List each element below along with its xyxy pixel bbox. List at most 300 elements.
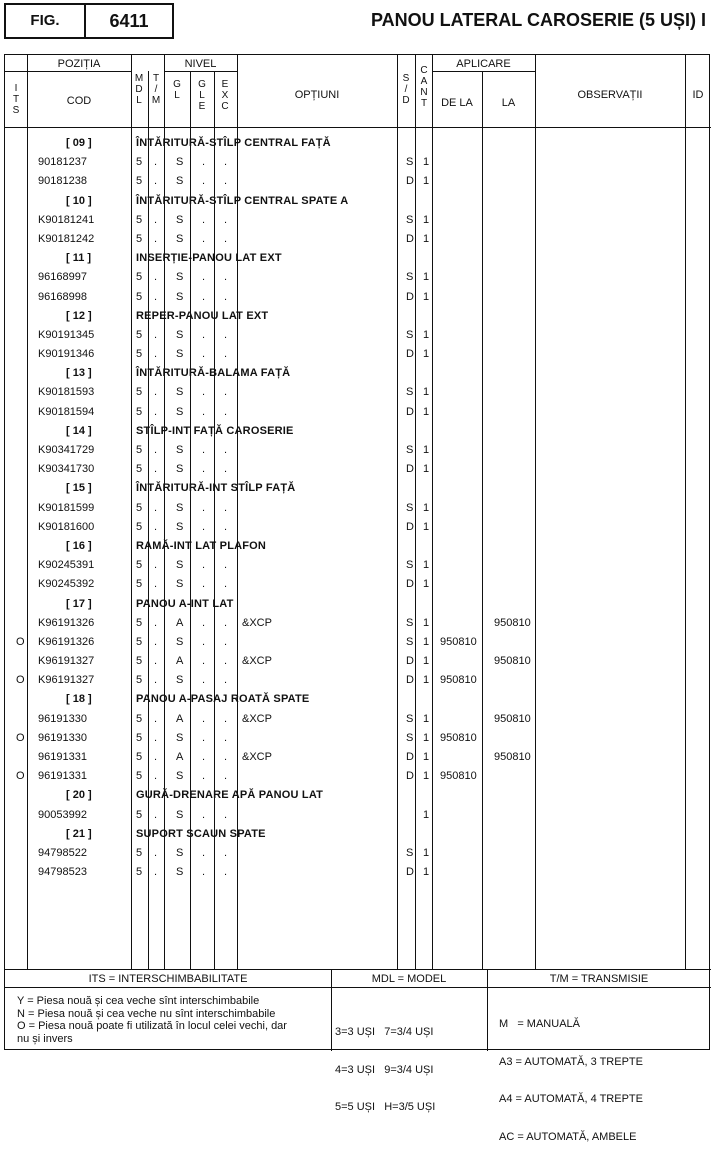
section-name: STÎLP-INT FAȚĂ CAROSERIE (136, 424, 294, 437)
header-its: I T S (12, 83, 20, 116)
cod-cell: K90181600 (38, 520, 95, 533)
gl-cell: S (176, 405, 184, 418)
sd-cell: S (406, 846, 414, 859)
position-number: [ 13 ] (66, 367, 92, 380)
gle-cell: . (202, 559, 206, 572)
tm-cell: . (154, 213, 158, 226)
header-dela: DE LA (441, 97, 473, 109)
cod-cell: K90341729 (38, 444, 95, 456)
section-name: SUPORT SCAUN SPATE (136, 827, 266, 840)
section-name: ÎNTĂRITURĂ-STÎLP CENTRAL SPATE A (136, 194, 349, 207)
section-header-row (4, 307, 710, 326)
exc-cell: . (224, 290, 228, 303)
exc-cell: . (224, 444, 228, 456)
dela-cell: 950810 (440, 731, 477, 744)
mdl-cell: 5 (136, 175, 143, 188)
gl-cell: S (176, 501, 184, 514)
legend-mdl (335, 1001, 485, 1139)
header-tm: T / M (151, 73, 161, 106)
tm-cell: . (154, 635, 158, 648)
sd-cell: D (406, 405, 414, 418)
section-header-row (4, 422, 710, 441)
exc-cell: . (224, 559, 228, 572)
mdl-cell: 5 (136, 463, 143, 476)
mdl-cell: 5 (136, 213, 143, 226)
legend-its-title: ITS = INTERSCHIMBABILITATE (88, 973, 248, 985)
gle-cell: . (202, 386, 206, 399)
sd-cell: S (406, 328, 414, 341)
gl-cell: S (176, 328, 184, 341)
la-cell: 950810 (494, 751, 531, 763)
cant-cell: 1 (423, 770, 430, 783)
tm-cell: . (154, 616, 158, 629)
exc-cell: . (224, 751, 228, 763)
exc-cell: . (224, 156, 228, 169)
its-cell: O (16, 770, 25, 783)
tm-cell: . (154, 866, 158, 879)
cant-cell: 1 (423, 808, 430, 821)
exc-cell: . (224, 674, 228, 687)
gle-cell: . (202, 674, 206, 687)
table-row (4, 575, 710, 594)
section-name: ÎNTĂRITURĂ-INT STÎLP FAȚĂ (136, 482, 296, 495)
section-header-row (4, 595, 710, 614)
legend-its-line: nu și invers (17, 1032, 73, 1045)
its-cell: O (16, 674, 25, 687)
table-row (4, 441, 710, 460)
mdl-cell: 5 (136, 655, 143, 668)
sd-cell: S (406, 559, 414, 572)
la-cell: 950810 (494, 616, 531, 629)
la-cell: 950810 (494, 655, 531, 668)
cod-cell: K90245392 (38, 578, 95, 591)
header-mdl: M D L (134, 73, 144, 106)
cant-cell: 1 (423, 520, 430, 533)
cod-cell: 94798523 (38, 866, 87, 879)
cod-cell: K96191326 (38, 616, 95, 629)
optiuni-cell: &XCP (242, 712, 272, 725)
tm-cell: . (154, 386, 158, 399)
cant-cell: 1 (423, 501, 430, 514)
mdl-cell: 5 (136, 846, 143, 859)
gl-cell: S (176, 232, 184, 245)
optiuni-cell: &XCP (242, 655, 272, 668)
gle-cell: . (202, 271, 206, 284)
gle-cell: . (202, 770, 206, 783)
table-row (4, 710, 710, 729)
cod-cell: K90191345 (38, 328, 95, 341)
exc-cell: . (224, 635, 228, 648)
tm-cell: . (154, 175, 158, 188)
exc-cell: . (224, 712, 228, 725)
header-id: ID (692, 89, 704, 101)
la-cell: 950810 (494, 712, 531, 725)
cod-cell: K90245391 (38, 559, 95, 572)
mdl-cell: 5 (136, 808, 143, 821)
tm-cell: . (154, 405, 158, 418)
sd-cell: D (406, 655, 414, 668)
table-row (4, 844, 710, 863)
sd-cell: D (406, 520, 414, 533)
table-body (4, 134, 710, 882)
gle-cell: . (202, 444, 206, 456)
gl-cell: S (176, 213, 184, 226)
cant-cell: 1 (423, 328, 430, 341)
sd-cell: D (406, 290, 414, 303)
gl-cell: A (176, 655, 184, 668)
position-number: [ 18 ] (66, 693, 92, 706)
table-row (4, 518, 710, 537)
cod-cell: 96191331 (38, 751, 87, 763)
gl-cell: A (176, 751, 184, 763)
sd-cell: D (406, 232, 414, 245)
cod-cell: 96191330 (38, 712, 87, 725)
legend-mdl-line: 4=3 UȘI 9=3/4 UȘI (335, 1063, 434, 1076)
its-cell: O (16, 731, 25, 744)
cant-cell: 1 (423, 463, 430, 476)
exc-cell: . (224, 386, 228, 399)
gle-cell: . (202, 808, 206, 821)
cant-cell: 1 (423, 731, 430, 744)
gl-cell: S (176, 175, 184, 188)
sd-cell: S (406, 616, 414, 629)
cant-cell: 1 (423, 156, 430, 169)
gle-cell: . (202, 328, 206, 341)
gl-cell: S (176, 463, 184, 476)
gle-cell: . (202, 175, 206, 188)
section-header-row (4, 479, 710, 498)
header-nivel: NIVEL (184, 58, 217, 70)
exc-cell: . (224, 578, 228, 591)
mdl-cell: 5 (136, 731, 143, 744)
legend-mdl-line: 3=3 UȘI 7=3/4 UȘI (335, 1026, 434, 1038)
tm-cell: . (154, 846, 158, 859)
table-row (4, 383, 710, 402)
exc-cell: . (224, 866, 228, 879)
cant-cell: 1 (423, 386, 430, 399)
section-header-row (4, 786, 710, 805)
position-number: [ 09 ] (66, 137, 92, 149)
cod-cell: K90181241 (38, 213, 95, 226)
gle-cell: . (202, 712, 206, 725)
tm-cell: . (154, 578, 158, 591)
gl-cell: S (176, 635, 184, 648)
gl-cell: S (176, 674, 184, 687)
tm-cell: . (154, 290, 158, 303)
sd-cell: D (406, 348, 414, 361)
cod-cell: 96191331 (38, 770, 87, 783)
gle-cell: . (202, 635, 206, 648)
legend-tm-line: A4 = AUTOMATĂ, 4 TREPTE (499, 1093, 643, 1105)
cod-cell: K90181593 (38, 386, 95, 399)
sd-cell: S (406, 731, 414, 744)
page-title: PANOU LATERAL CAROSERIE (5 UȘI) I (370, 10, 706, 30)
tm-cell: . (154, 712, 158, 725)
exc-cell: . (224, 405, 228, 418)
cant-cell: 1 (423, 674, 430, 687)
mdl-cell: 5 (136, 520, 143, 533)
sd-cell: S (406, 635, 414, 648)
cant-cell: 1 (423, 751, 430, 763)
mdl-cell: 5 (136, 290, 143, 303)
dela-cell: 950810 (440, 770, 477, 783)
mdl-cell: 5 (136, 616, 143, 629)
exc-cell: . (224, 213, 228, 226)
cant-cell: 1 (423, 846, 430, 859)
position-number: [ 17 ] (66, 597, 92, 610)
cod-cell: K90181594 (38, 405, 95, 418)
mdl-cell: 5 (136, 635, 143, 648)
gl-cell: S (176, 156, 184, 169)
gl-cell: S (176, 520, 184, 533)
table-row (4, 767, 710, 786)
tm-cell: . (154, 559, 158, 572)
sd-cell: D (406, 578, 414, 591)
header-cod: COD (66, 95, 92, 107)
section-name: ÎNTĂRITURĂ-BALAMA FAȚĂ (136, 367, 291, 380)
header-gl: G L (173, 79, 181, 101)
table-row (4, 748, 710, 767)
gl-cell: S (176, 444, 184, 456)
table-row (4, 268, 710, 287)
cant-cell: 1 (423, 635, 430, 648)
legend-its (17, 995, 327, 1045)
gl-cell: S (176, 559, 184, 572)
section-header-row (4, 134, 710, 153)
table-row (4, 556, 710, 575)
gl-cell: S (176, 386, 184, 399)
gle-cell: . (202, 405, 206, 418)
mdl-cell: 5 (136, 386, 143, 399)
cod-cell: 96191330 (38, 731, 87, 744)
legend-its-line: O = Piesa nouă poate fi utilizată în locul celei vechi, dar (17, 1020, 287, 1032)
section-name: PANOU A-INT LAT (136, 597, 234, 610)
cant-cell: 1 (423, 348, 430, 361)
cod-cell: 90181238 (38, 175, 87, 188)
header-aplicare: APLICARE (456, 58, 511, 70)
tm-cell: . (154, 232, 158, 245)
table-row (4, 211, 710, 230)
tm-cell: . (154, 751, 158, 763)
gl-cell: S (176, 866, 184, 879)
exc-cell: . (224, 501, 228, 514)
gle-cell: . (202, 520, 206, 533)
cod-cell: 94798522 (38, 846, 87, 859)
section-header-row (4, 364, 710, 383)
cod-cell: K90191346 (38, 348, 95, 361)
header-exc: E X C (221, 79, 229, 112)
section-header-row (4, 192, 710, 211)
cant-cell: 1 (423, 213, 430, 226)
gle-cell: . (202, 213, 206, 226)
tm-cell: . (154, 520, 158, 533)
gl-cell: A (176, 712, 184, 725)
section-header-row (4, 825, 710, 844)
exc-cell: . (224, 731, 228, 744)
cod-cell: K90181242 (38, 232, 95, 245)
position-number: [ 20 ] (66, 789, 92, 802)
sd-cell: D (406, 866, 414, 879)
sd-cell: D (406, 463, 414, 476)
mdl-cell: 5 (136, 232, 143, 245)
sd-cell: S (406, 386, 414, 399)
legend-tm-line: A3 = AUTOMATĂ, 3 TREPTE (499, 1055, 643, 1068)
mdl-cell: 5 (136, 674, 143, 687)
exc-cell: . (224, 348, 228, 361)
figure-label: FIG. (6, 5, 86, 37)
cant-cell: 1 (423, 712, 430, 725)
gl-cell: S (176, 578, 184, 591)
legend-its-line: N = Piesa nouă și cea veche nu sînt interschimbabile (17, 1007, 276, 1020)
section-name: REPER-PANOU LAT EXT (136, 309, 269, 322)
tm-cell: . (154, 674, 158, 687)
cant-cell: 1 (423, 559, 430, 572)
legend-tm-line: AC = AUTOMATĂ, AMBELE (499, 1130, 637, 1143)
tm-cell: . (154, 731, 158, 744)
exc-cell: . (224, 175, 228, 188)
legend-mdl-line: 5=5 UȘI H=3/5 UȘI (335, 1101, 436, 1113)
legend-mdl-title: MDL = MODEL (371, 973, 447, 985)
cod-cell: 90053992 (38, 808, 87, 821)
cant-cell: 1 (423, 232, 430, 245)
gle-cell: . (202, 156, 206, 169)
exc-cell: . (224, 271, 228, 284)
cod-cell: K96191327 (38, 674, 95, 687)
mdl-cell: 5 (136, 712, 143, 725)
header-gle: G L E (198, 79, 206, 112)
mdl-cell: 5 (136, 770, 143, 783)
its-cell: O (16, 635, 25, 648)
sd-cell: S (406, 271, 414, 284)
gl-cell: S (176, 271, 184, 284)
position-number: [ 15 ] (66, 482, 92, 495)
exc-cell: . (224, 846, 228, 859)
gle-cell: . (202, 290, 206, 303)
figure-box (4, 3, 174, 39)
gle-cell: . (202, 348, 206, 361)
tm-cell: . (154, 655, 158, 668)
gle-cell: . (202, 232, 206, 245)
cant-cell: 1 (423, 578, 430, 591)
sd-cell: S (406, 712, 414, 725)
header-cant: C A N T (420, 65, 428, 109)
table-row (4, 671, 710, 690)
sd-cell: D (406, 770, 414, 783)
gl-cell: S (176, 808, 184, 821)
header-optiuni: OPȚIUNI (294, 89, 340, 101)
table-row (4, 499, 710, 518)
position-number: [ 12 ] (66, 309, 92, 322)
position-number: [ 16 ] (66, 539, 92, 552)
header-pozitia: POZIȚIA (57, 58, 101, 70)
cant-cell: 1 (423, 175, 430, 188)
position-number: [ 11 ] (66, 252, 92, 265)
section-name: GURĂ-DRENARE APĂ PANOU LAT (136, 789, 324, 802)
cod-cell: K96191326 (38, 635, 95, 648)
section-name: PANOU A-PASAJ ROATĂ SPATE (136, 693, 310, 706)
position-number: [ 10 ] (66, 194, 92, 207)
mdl-cell: 5 (136, 751, 143, 763)
tm-cell: . (154, 770, 158, 783)
mdl-cell: 5 (136, 578, 143, 591)
gl-cell: A (176, 616, 184, 629)
gle-cell: . (202, 616, 206, 629)
mdl-cell: 5 (136, 328, 143, 341)
tm-cell: . (154, 348, 158, 361)
tm-cell: . (154, 463, 158, 476)
table-row (4, 403, 710, 422)
gle-cell: . (202, 578, 206, 591)
header-la: LA (501, 97, 516, 109)
sd-cell: S (406, 156, 414, 169)
gle-cell: . (202, 846, 206, 859)
gl-cell: S (176, 290, 184, 303)
header-sd: S / D (402, 73, 410, 106)
exc-cell: . (224, 232, 228, 245)
legend-its-line: Y = Piesa nouă și cea veche sînt interschimbabile (17, 995, 260, 1007)
table-row (4, 806, 710, 825)
gl-cell: S (176, 348, 184, 361)
section-name: INSERȚIE-PANOU LAT EXT (136, 252, 282, 265)
gl-cell: S (176, 846, 184, 859)
table-row (4, 614, 710, 633)
table-row (4, 153, 710, 172)
table-row (4, 460, 710, 479)
dela-cell: 950810 (440, 635, 477, 648)
cod-cell: K90181599 (38, 501, 95, 514)
cod-cell: K96191327 (38, 655, 95, 668)
sd-cell: S (406, 213, 414, 226)
cant-cell: 1 (423, 271, 430, 284)
gl-cell: S (176, 770, 184, 783)
tm-cell: . (154, 271, 158, 284)
mdl-cell: 5 (136, 271, 143, 284)
cod-cell: 96168997 (38, 271, 87, 284)
gle-cell: . (202, 655, 206, 668)
section-name: RAMĂ-INT LAT PLAFON (136, 539, 267, 552)
mdl-cell: 5 (136, 405, 143, 418)
tm-cell: . (154, 444, 158, 456)
optiuni-cell: &XCP (242, 616, 272, 629)
cod-cell: 90181237 (38, 156, 87, 169)
header-observatii: OBSERVAȚII (577, 89, 643, 101)
optiuni-cell: &XCP (242, 751, 272, 763)
position-number: [ 14 ] (66, 424, 92, 437)
exc-cell: . (224, 655, 228, 668)
gle-cell: . (202, 731, 206, 744)
sd-cell: D (406, 175, 414, 188)
exc-cell: . (224, 520, 228, 533)
exc-cell: . (224, 463, 228, 476)
cant-cell: 1 (423, 405, 430, 418)
cant-cell: 1 (423, 866, 430, 879)
sd-cell: D (406, 674, 414, 687)
tm-cell: . (154, 808, 158, 821)
gle-cell: . (202, 501, 206, 514)
exc-cell: . (224, 616, 228, 629)
cod-cell: 96168998 (38, 290, 87, 303)
exc-cell: . (224, 808, 228, 821)
mdl-cell: 5 (136, 444, 143, 456)
cant-cell: 1 (423, 655, 430, 668)
dela-cell: 950810 (440, 674, 477, 687)
position-number: [ 21 ] (66, 827, 92, 840)
mdl-cell: 5 (136, 866, 143, 879)
table-row (4, 729, 710, 748)
mdl-cell: 5 (136, 559, 143, 572)
cod-cell: K90341730 (38, 463, 95, 476)
gle-cell: . (202, 463, 206, 476)
